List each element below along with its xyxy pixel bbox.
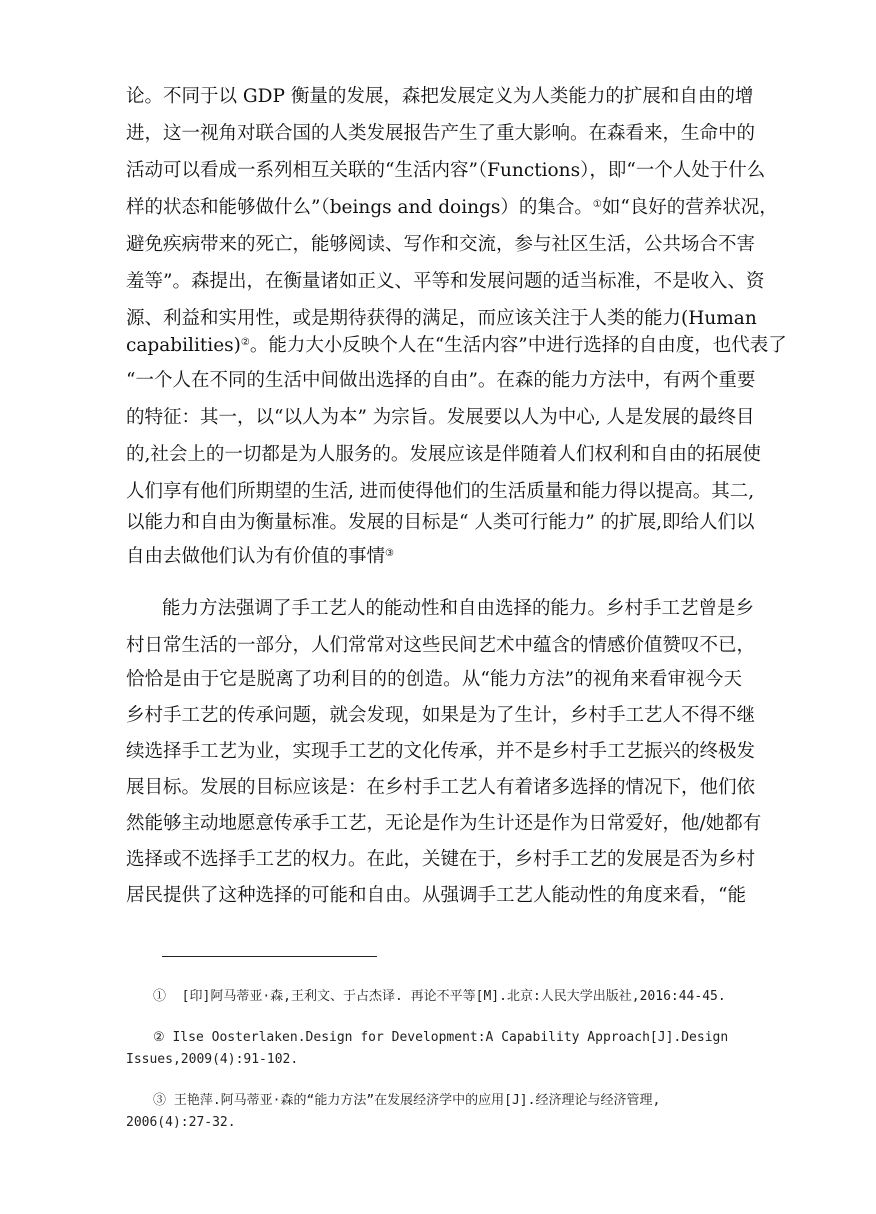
line-text: 样的状态和能够做什么”（beings and doings）的集合。 (126, 197, 593, 218)
paragraph-line: 村日常生活的一部分，人们常常对这些民间艺术中蕴含的情感价值赞叹不已， (126, 635, 756, 656)
footnote-3-cont: 2006(4):27-32. (126, 1115, 236, 1130)
paragraph-line: 避免疾病带来的死亡，能够阅读、写作和交流，参与社区生活，公共场合不害 (126, 234, 756, 255)
footnote-ref-3[interactable]: ③ (385, 548, 394, 559)
paragraph-line: 居民提供了这种选择的可能和自由。从强调手工艺人能动性的角度来看，“能 (126, 885, 746, 906)
footnote-ref-2[interactable]: ② (240, 337, 250, 348)
footnote-marker: ① (153, 989, 167, 1004)
footnote-2-cont: Issues,2009(4):91-102. (126, 1052, 299, 1067)
paragraph-line (126, 327, 787, 364)
paragraph-line: 恰恰是由于它是脱离了功利目的的创造。从“能力方法”的视角来看审视今天 (126, 669, 742, 690)
paragraph-line: 乡村手工艺的传承问题，就会发现，如果是为了生计，乡村手工艺人不得不继 (126, 705, 756, 726)
footnote-separator (162, 956, 377, 957)
paragraph-line: 论。不同于以 GDP 衡量的发展，森把发展定义为人类能力的扩展和自由的增 (126, 86, 754, 107)
footnote-ref-1[interactable]: ① (592, 199, 602, 210)
footnote-1 (153, 986, 726, 1008)
paragraph-line: “一个人在不同的生活中间做出选择的自由”。在森的能力方法中，有两个重要 (126, 370, 756, 391)
footnote-3 (153, 1090, 660, 1112)
paragraph-line: 续选择手工艺为业，实现手工艺的文化传承，并不是乡村手工艺振兴的终极发 (126, 741, 756, 762)
line-text: capabilities) (126, 335, 241, 356)
footnote-marker: ② (153, 1030, 165, 1045)
line-text: 自由去做他们认为有价值的事情 (126, 546, 386, 567)
paragraph-line: 能力方法强调了手工艺人的能动性和自由选择的能力。乡村手工艺曾是乡 (162, 598, 755, 619)
paragraph-line: 羞等”。森提出，在衡量诸如正义、平等和发展问题的适当标准，不是收入、资 (126, 271, 765, 292)
footnote-marker: ③ (153, 1093, 167, 1108)
paragraph-line: 进，这一视角对联合国的人类发展报告产生了重大影响。在森看来，生命中的 (126, 123, 756, 144)
paragraph-line: 的,社会上的一切都是为人服务的。发展应该是伴随着人们权利和自由的拓展使 (126, 444, 761, 465)
footnote-text: [印]阿马蒂亚·森,王利文、于占杰译. 再论不平等[M].北京:人民大学出版社,2016:44-45. (181, 989, 726, 1004)
footnote-text: 王艳萍.阿马蒂亚·森的“能力方法”在发展经济学中的应用[J].经济理论与经济管理, (173, 1093, 661, 1108)
paragraph-line: 然能够主动地愿意传承手工艺，无论是作为生计还是作为日常爱好，他/她都有 (126, 813, 762, 834)
paragraph-line: 展目标。发展的目标应该是：在乡村手工艺人有着诸多选择的情况下，他们依 (126, 777, 756, 798)
paragraph-line (126, 538, 742, 575)
paragraph-line: 以能力和自由为衡量标准。发展的目标是“ 人类可行能力” 的扩展,即给人们以 (126, 512, 755, 533)
paragraph-line: 选择或不选择手工艺的权力。在此，关键在于，乡村手工艺的发展是否为乡村 (126, 849, 756, 870)
footnote-2 (153, 1027, 728, 1049)
paragraph-line: 活动可以看成一系列相互关联的“生活内容”（Functions），即“一个人处于什么 (126, 160, 766, 181)
paragraph-line (126, 189, 778, 226)
paragraph-line: 人们享有他们所期望的生活, 进而使得他们的生活质量和能力得以提高。其二, (126, 481, 755, 502)
paragraph-line: 源、利益和实用性，或是期待获得的满足，而应该关注于人类的能力(Human (126, 308, 757, 329)
footnote-text: Ilse Oosterlaken.Design for Development:A Capability Approach[J].Design (172, 1030, 729, 1045)
line-text: 。能力大小反映个人在“生活内容”中进行选择的自由度，也代表了 (249, 335, 787, 356)
line-text: 如“良好的营养状况， (601, 197, 778, 218)
paragraph-line: 的特征：其一，以“以人为本” 为宗旨。发展要以人为中心, 人是发展的最终目 (126, 407, 755, 428)
